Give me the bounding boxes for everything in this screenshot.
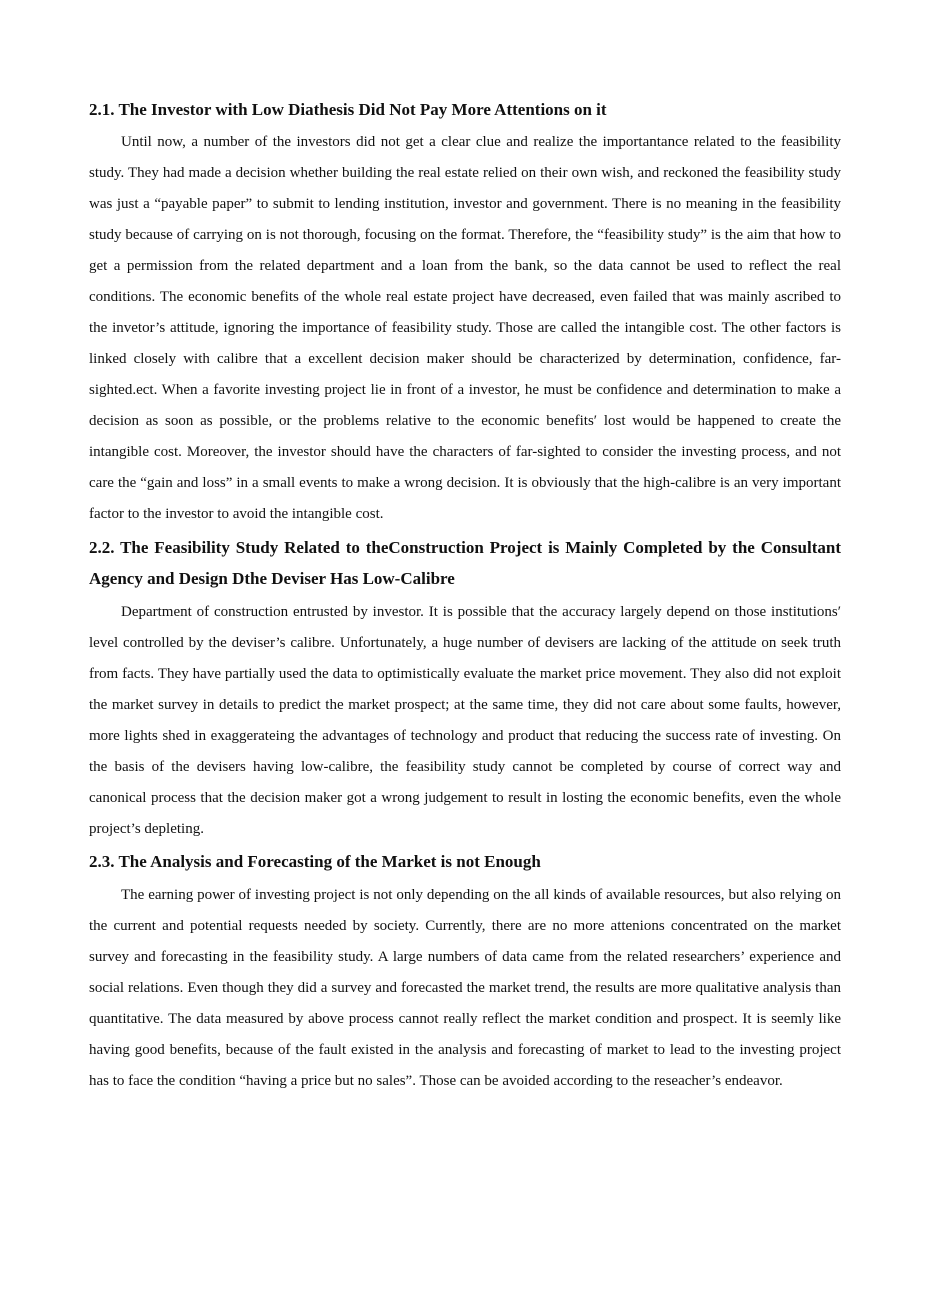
- section-heading-2-2: 2.2. The Feasibility Study Related to theConstruction Project is Mainly Completed by the Consultant Agency and Design Dthe Deviser Has Low-Calibre: [89, 538, 841, 588]
- section-heading-2-1: 2.1. The Investor with Low Diathesis Did Not Pay More Attentions on it: [89, 100, 607, 119]
- section-heading-2-3: 2.3. The Analysis and Forecasting of the Market is not Enough: [89, 852, 541, 871]
- section-body-2-3: The earning power of investing project is not only depending on the all kinds of available resources, but also relying on the current and potential requests needed by society. Currently, there are no more attenions concentrated on the market survey and forecasting in the feasibility study. A large numbers of data came from the related researchers’ experience and social relations. Even though they did a survey and forecasted the market trend, the results are more qualitative analysis than quantitative. The data measured by above process cannot really reflect the market condition and prospect. It is seemly like having good benefits, because of the fault existed in the analysis and forecasting of market to lead to the investing project has to face the condition “having a price but no sales”. Those can be avoided according to the reseacher’s endeavor.: [89, 887, 841, 1089]
- section-body-2-1: Until now, a number of the investors did not get a clear clue and realize the importantance related to the feasibility study. They had made a decision whether building the real estate relied on their own wish, and reckoned the feasibility study was just a “payable paper” to submit to lending institution, investor and government. There is no meaning in the feasibility study because of carrying on is not thorough, focusing on the format. Therefore, the “feasibility study” is the aim that how to get a permission from the related department and a loan from the bank, so the data cannot be used to reflect the real conditions. The economic benefits of the whole real estate project have decreased, even failed that was mainly ascribed to the invetor’s attitude, ignoring the importance of feasibility study. Those are called the intangible cost. The other factors is linked closely with calibre that a excellent decision maker should be characterized by determination, confidence, far-sighted.ect. When a favorite investing project lie in front of a investor, he must be confidence and determination to make a decision as soon as possible, or the problems relative to the economic benefits′ lost would be happened to create the intangible cost. Moreover, the investor should have the characters of far-sighted to consider the investing process, and not care the “gain and loss” in a small events to make a wrong decision. It is obviously that the high-calibre is an very important factor to the investor to avoid the intangible cost.: [89, 134, 841, 522]
- section-body-2-2: Department of construction entrusted by investor. It is possible that the accuracy largely depend on those institutions′ level controlled by the deviser’s calibre. Unfortunately, a huge number of devisers are lacking of the attitude on seek truth from facts. They have partially used the data to optimistically evaluate the market price movement. They also did not exploit the market survey in details to predict the market prospect; at the same time, they did not care about some faults, however, more lights shed in exaggerateing the advantages of technology and product that reducing the success rate of investing. On the basis of the devisers having low-calibre, the feasibility study cannot be completed by course of correct way and canonical process that the decision maker got a wrong judgement to result in losting the economic benefits, even the whole project’s depleting.: [89, 604, 841, 837]
- paper-page: [89, 94, 841, 1097]
